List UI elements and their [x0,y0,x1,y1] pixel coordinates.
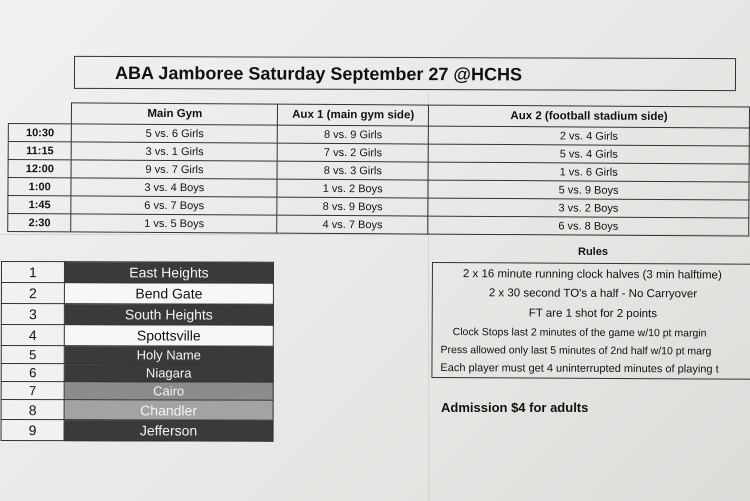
aux1-cell: 1 vs. 2 Boys [277,179,428,198]
team-row [1,262,273,284]
main-gym-cell: 6 vs. 7 Boys [71,196,277,215]
main-gym-cell: 3 vs. 4 Boys [71,178,277,197]
aux1-cell: 7 vs. 2 Girls [277,143,428,162]
aux2-cell: 5 vs. 4 Girls [428,144,749,164]
rule-item: 2 x 30 second TO's a half - No Carryover [488,287,698,301]
table-row [8,214,749,237]
time-cell: 12:00 [8,160,72,178]
time-cell: 1:45 [8,196,72,214]
team-name: Jefferson [64,420,273,442]
team-row [1,382,273,401]
schedule-table [7,102,750,237]
time-cell: 10:30 [8,124,72,142]
main-gym-cell: 1 vs. 5 Boys [71,214,277,233]
teams-table [1,261,274,442]
team-number: 3 [1,304,64,325]
aux1-cell: 8 vs. 9 Boys [277,197,428,216]
team-row [1,346,273,365]
page-title: ABA Jamboree Saturday September 27 @HCHS [74,56,736,91]
header-main-gym: Main Gym [72,103,278,125]
team-name: East Heights [64,262,273,284]
aux1-cell: 8 vs. 9 Girls [278,125,429,144]
team-number: 4 [1,325,64,346]
aux2-cell: 1 vs. 6 Girls [428,162,749,182]
admission-text: Admission $4 for adults [441,400,589,415]
team-number: 7 [1,382,64,400]
main-gym-cell: 3 vs. 1 Girls [72,142,278,161]
header-aux2: Aux 2 (football stadium side) [429,105,750,128]
main-gym-cell: 5 vs. 6 Girls [72,124,278,143]
rule-item: FT are 1 shot for 2 points [528,307,658,321]
rule-item: Each player must get 4 uninterrupted minutes of playing t [440,362,719,376]
aux2-cell: 5 vs. 9 Boys [428,180,749,200]
team-number: 9 [1,420,64,441]
header-aux1: Aux 1 (main gym side) [278,104,429,126]
aux1-cell: 4 vs. 7 Boys [277,215,428,234]
team-number: 1 [1,262,64,283]
team-name: Niagara [64,364,273,383]
team-row [1,283,273,305]
team-name: Chandler [64,400,273,421]
team-number: 2 [1,283,64,304]
time-cell: 11:15 [8,142,72,160]
team-row [1,304,273,326]
rules-title: Rules [578,246,608,258]
time-cell: 1:00 [8,178,72,196]
rule-item: Clock Stops last 2 minutes of the game w/10 pt margin [452,326,707,340]
team-name: Holy Name [64,346,273,365]
aux2-cell: 6 vs. 8 Boys [428,216,749,236]
team-number: 6 [1,364,64,382]
header-time [8,103,72,124]
team-row [1,325,273,347]
aux1-cell: 8 vs. 3 Girls [277,161,428,180]
team-name: Bend Gate [64,283,273,305]
team-row [1,400,273,421]
time-cell: 2:30 [8,214,72,232]
team-name: South Heights [64,304,273,326]
team-number: 8 [1,400,64,420]
aux2-cell: 3 vs. 2 Boys [428,198,749,218]
rules-box [431,262,750,380]
team-row [1,420,273,442]
rule-item: 2 x 16 minute running clock halves (3 min halftime) [462,268,722,282]
team-name: Spottsville [64,325,273,347]
team-row [1,364,273,383]
main-gym-cell: 9 vs. 7 Girls [72,160,278,179]
rule-item: Press allowed only last 5 minutes of 2nd half w/10 pt marg [440,344,712,358]
team-name: Cairo [64,382,273,401]
team-number: 5 [1,346,64,364]
aux2-cell: 2 vs. 4 Girls [428,126,749,146]
